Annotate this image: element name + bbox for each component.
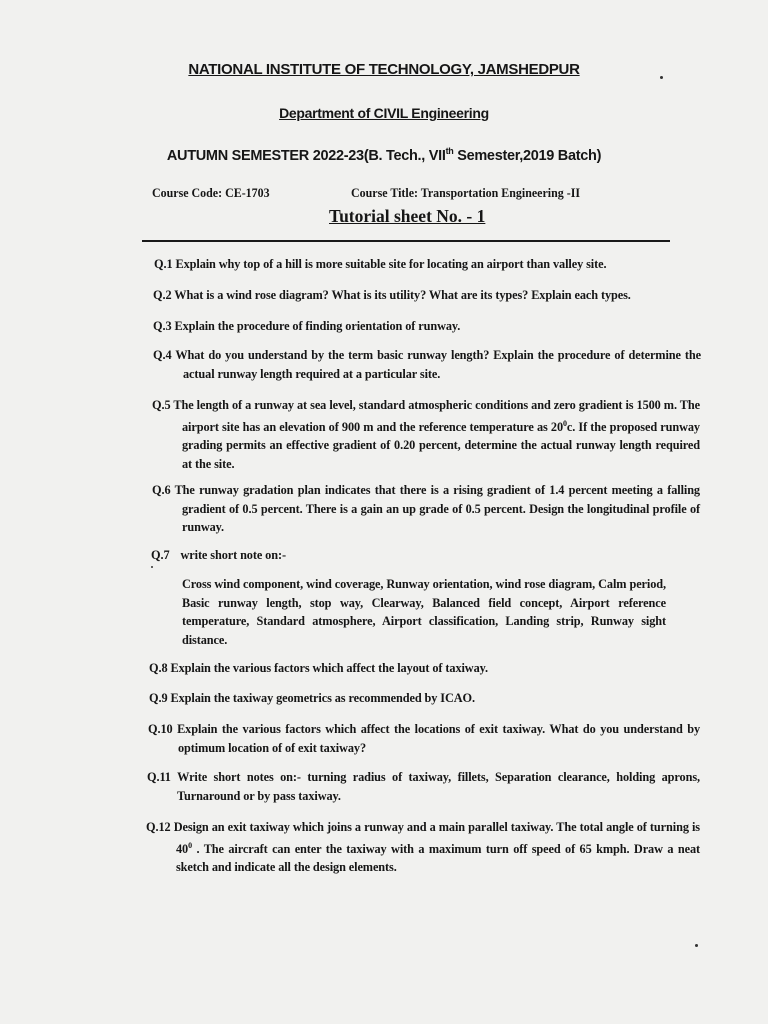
semester-line [0,146,768,164]
semester-suffix: Semester,2019 Batch) [453,147,602,164]
tutorial-sheet-title: Tutorial sheet No. - 1 [329,206,486,226]
question-text: What do you understand by the term basic runway length? Explain the procedure of determine the actual runway length required at a particular site. [175,348,701,381]
semester-prefix: AUTUMN SEMESTER 2022-23(B. Tech., VII [166,147,446,164]
question-text: Explain the taxiway geometrics as recommended by ICAO. [170,691,475,705]
question-text-part-b: . The aircraft can enter the taxiway with a maximum turn off speed of 65 kmph. Draw a neat sketch and indicate all the design elements. [176,841,700,875]
question-5 [152,396,700,473]
degree-superscript: 0 [188,840,193,850]
question-6 [152,481,700,537]
question-2 [153,286,678,305]
institute-name: NATIONAL INSTITUTE OF TECHNOLOGY, JAMSHEDPUR [188,61,580,78]
course-code: Course Code: CE-1703 [152,185,270,200]
question-number: Q.8 [149,661,168,675]
question-4 [153,346,701,383]
scan-speck [660,76,663,79]
question-text: Explain the procedure of finding orientation of runway. [174,319,461,333]
question-number: Q.4 [153,348,172,362]
question-text: Write short notes on:- turning radius of taxiway, fillets, Separation clearance, holding aprons, Turnaround or by pass taxiway. [177,770,700,803]
question-12 [146,818,700,877]
question-7 [151,546,671,565]
question-text: Explain the various factors which affect the locations of exit taxiway. What do you understand by optimum location of of exit taxiway? [177,722,700,755]
question-1 [154,255,674,274]
header-divider [142,240,670,242]
question-number: Q.7 [151,548,170,562]
question-number: Q.6 [152,483,171,497]
question-number: Q.11 [147,770,171,784]
question-number: Q.12 [146,820,171,834]
question-text: What is a wind rose diagram? What is its utility? What are its types? Explain each types. [174,288,631,302]
question-text: Explain why top of a hill is more suitable site for locating an airport than valley site. [175,257,607,271]
scan-speck [151,566,153,568]
question-number: Q.9 [149,691,168,705]
question-number: Q.2 [153,288,172,302]
question-8 [149,659,669,678]
question-number: Q.1 [154,257,173,271]
question-text: The runway gradation plan indicates that there is a rising gradient of 1.4 percent meeting a falling gradient of 0.5 percent. There is a gain an up grade of 0.5 percent. Design the longitudinal profile of runway. [174,483,700,534]
question-9 [149,689,669,708]
question-number: Q.10 [148,722,173,736]
question-number: Q.5 [152,398,171,412]
question-text: Explain the various factors which affect the layout of taxiway. [170,661,488,675]
question-11 [147,768,700,805]
question-text: write short note on:- [180,548,286,562]
scan-speck [695,944,698,947]
degree-superscript: 0 [563,418,567,428]
question-text-part-a: Design an exit taxiway which joins a runway and a main parallel taxiway. The total angle of turning is 40 [173,820,700,856]
question-text-part-b: c. If the proposed runway grading permits an effective gradient of 0.20 percent, determine the actual runway length required at the site. [182,419,700,471]
question-7-detail: Cross wind component, wind coverage, Runway orientation, wind rose diagram, Calm period, Basic runway length, stop way, Clearway, Balanced field concept, Airport reference temperature, Standard atmosphere, Airport classification, Landing strip, Runway sight distance. [182,577,666,647]
course-title: Course Title: Transportation Engineering -II [351,185,581,200]
department-name: Department of CIVIL Engineering [279,105,489,121]
question-10 [148,720,700,757]
question-number: Q.3 [153,319,172,333]
question-text-part-a: The length of a runway at sea level, standard atmospheric conditions and zero gradient is 1500 m. The airport site has an elevation of 900 m and the reference temperature as 20 [173,398,700,434]
semester-superscript: th [445,146,454,156]
question-3 [153,317,673,336]
